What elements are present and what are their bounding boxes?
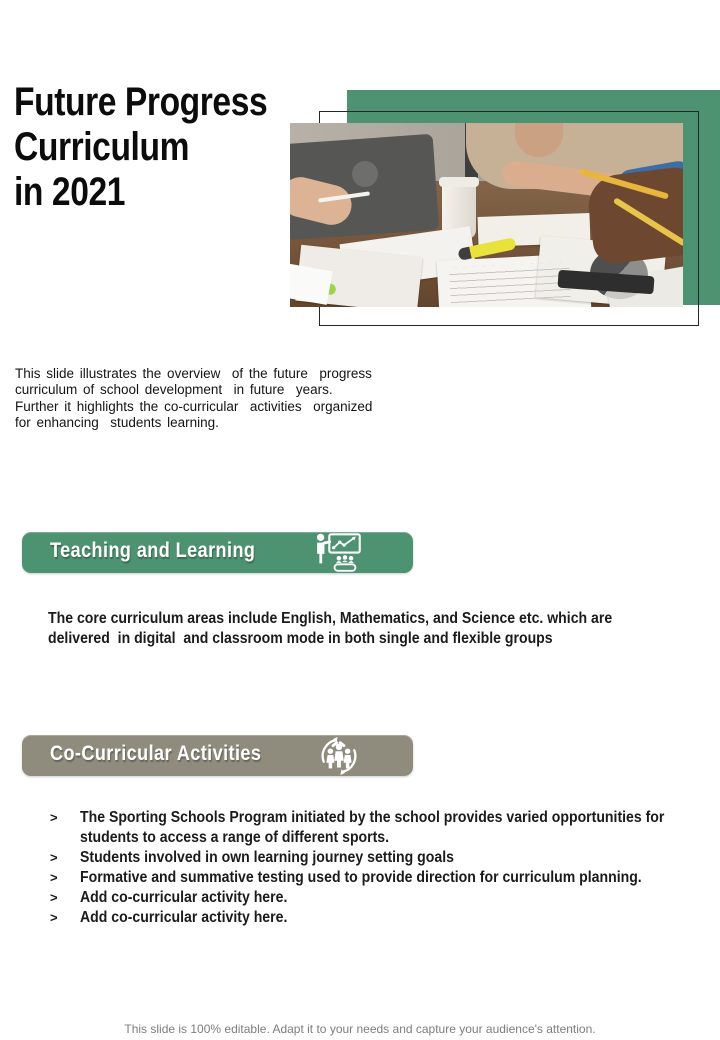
bullet-text: Formative and summative testing used to provide direction for curriculum planning.	[80, 869, 642, 886]
bullet-item	[50, 908, 720, 928]
bullet-text: Add co-curricular activity here.	[80, 909, 288, 926]
section-heading: Co-Curricular Activities	[50, 742, 262, 765]
bullet-marker: >	[50, 870, 58, 885]
bullet-marker: >	[50, 810, 58, 825]
section-banner-teaching	[22, 532, 413, 573]
intro-paragraph	[15, 366, 372, 431]
intro-line: for enhancing students learning.	[15, 414, 219, 430]
photo-laptop-logo	[352, 161, 378, 187]
bullet-marker: >	[50, 890, 58, 905]
page-title-line: Future Progress	[14, 80, 268, 124]
page-title-line: Curriculum	[14, 125, 190, 169]
body-line: delivered in digital and classroom mode in both single and flexible groups	[48, 630, 553, 647]
page-title-line: in 2021	[14, 170, 126, 214]
bullet-text: Students involved in own learning journey setting goals	[80, 849, 454, 866]
intro-line: Further it highlights the co-curricular activities organized	[15, 398, 373, 414]
bullet-item	[50, 848, 720, 868]
presentation-board-icon	[310, 533, 366, 573]
photo-coffee-cup	[439, 177, 479, 187]
page-title	[14, 80, 315, 215]
photo-notebook	[290, 263, 333, 305]
bullet-item	[50, 888, 720, 908]
meeting-photo	[290, 123, 683, 307]
bullet-text: The Sporting Schools Program initiated by the school provides varied opportunities for	[80, 809, 665, 826]
photo-document-lines	[449, 262, 571, 307]
bullet-item	[50, 868, 720, 888]
bullet-item	[50, 808, 720, 848]
bullet-text: Add co-curricular activity here.	[80, 889, 288, 906]
teaching-body-text	[48, 609, 689, 649]
footer-note: This slide is 100% editable. Adapt it to your needs and capture your audience's attention.	[124, 1022, 596, 1036]
bullet-text: students to access a range of different sports.	[80, 829, 390, 846]
intro-line: curriculum of school development in future years.	[15, 382, 333, 398]
section-banner-cocurricular	[22, 735, 413, 776]
section-heading: Teaching and Learning	[50, 539, 256, 562]
body-line: The core curriculum areas include English, Mathematics, and Science etc. which are	[48, 610, 613, 627]
bullet-list	[50, 808, 720, 928]
bullet-marker: >	[50, 910, 58, 925]
people-cycle-icon	[316, 734, 362, 778]
bullet-marker: >	[50, 850, 58, 865]
intro-line: This slide illustrates the overview of the future progress	[15, 366, 372, 381]
